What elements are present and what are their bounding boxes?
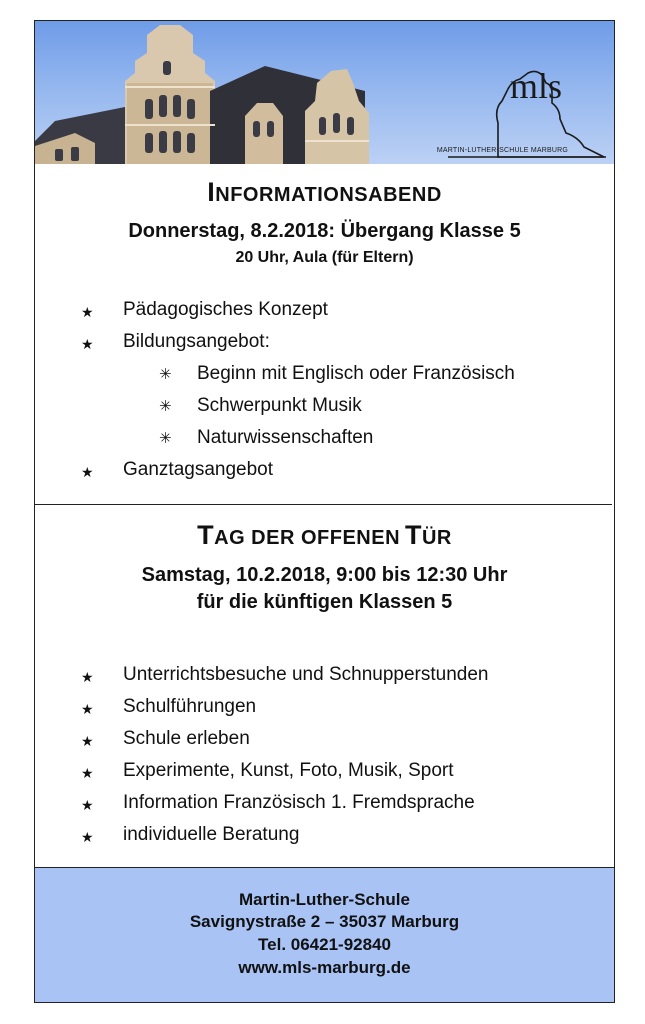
open-day-title: TAG DER OFFENEN TÜR (197, 520, 452, 550)
open-day-audience: für die künftigen Klassen 5 (196, 591, 453, 613)
school-address: Savignystraße 2 – 35037 Marburg (189, 912, 460, 931)
list-item: ★ Ganztagsangebot (35, 458, 614, 490)
list-item: ★ Experimente, Kunst, Foto, Musik, Sport (35, 759, 614, 791)
star-bullet-icon: ★ (81, 733, 94, 749)
list-item: ★ Pädagogisches Konzept (35, 298, 614, 330)
school-phone: Tel. 06421-92840 (258, 935, 391, 954)
school-website-link[interactable]: www.mls-marburg.de (238, 958, 411, 977)
info-date: Donnerstag, 8.2.2018: Übergang Klasse 5 (128, 220, 521, 242)
list-subitem: ✳ Naturwissenschaften (35, 426, 614, 458)
star-bullet-icon: ★ (81, 765, 94, 781)
star-bullet-icon: ★ (81, 304, 94, 320)
header-banner (35, 21, 614, 164)
star-bullet-icon: ★ (81, 464, 94, 480)
open-day-date: Samstag, 10.2.2018, 9:00 bis 12:30 Uhr (141, 564, 508, 586)
logo-subtitle: MARTIN-LUTHER-SCHULE MARBURG (436, 147, 568, 154)
star-bullet-icon: ★ (81, 797, 94, 813)
contact-footer (35, 867, 614, 1002)
asterisk-bullet-icon: ✳ (159, 398, 172, 415)
info-list (35, 298, 614, 490)
list-item: ★ Bildungsangebot: (35, 330, 614, 362)
list-subitem: ✳ Beginn mit Englisch oder Französisch (35, 362, 614, 394)
school-building-photo (35, 21, 395, 164)
star-bullet-icon: ★ (81, 669, 94, 685)
school-name: Martin-Luther-Schule (239, 890, 410, 909)
info-time: 20 Uhr, Aula (für Eltern) (235, 249, 414, 266)
star-bullet-icon: ★ (81, 701, 94, 717)
section-divider (35, 504, 612, 505)
list-item: ★ Schulführungen (35, 695, 614, 727)
open-day-list (35, 663, 614, 855)
logo-text: mls (509, 66, 562, 106)
flyer-frame (34, 20, 615, 1003)
asterisk-bullet-icon: ✳ (159, 366, 172, 383)
list-item: ★ Unterrichtsbesuche und Schnupperstunden (35, 663, 614, 695)
star-bullet-icon: ★ (81, 336, 94, 352)
star-bullet-icon: ★ (81, 829, 94, 845)
info-title: INFORMATIONSABEND (207, 177, 442, 207)
list-item: ★ Schule erleben (35, 727, 614, 759)
list-item: ★ Information Französisch 1. Fremdsprache (35, 791, 614, 823)
asterisk-bullet-icon: ✳ (159, 430, 172, 447)
list-item: ★ individuelle Beratung (35, 823, 614, 855)
list-subitem: ✳ Schwerpunkt Musik (35, 394, 614, 426)
